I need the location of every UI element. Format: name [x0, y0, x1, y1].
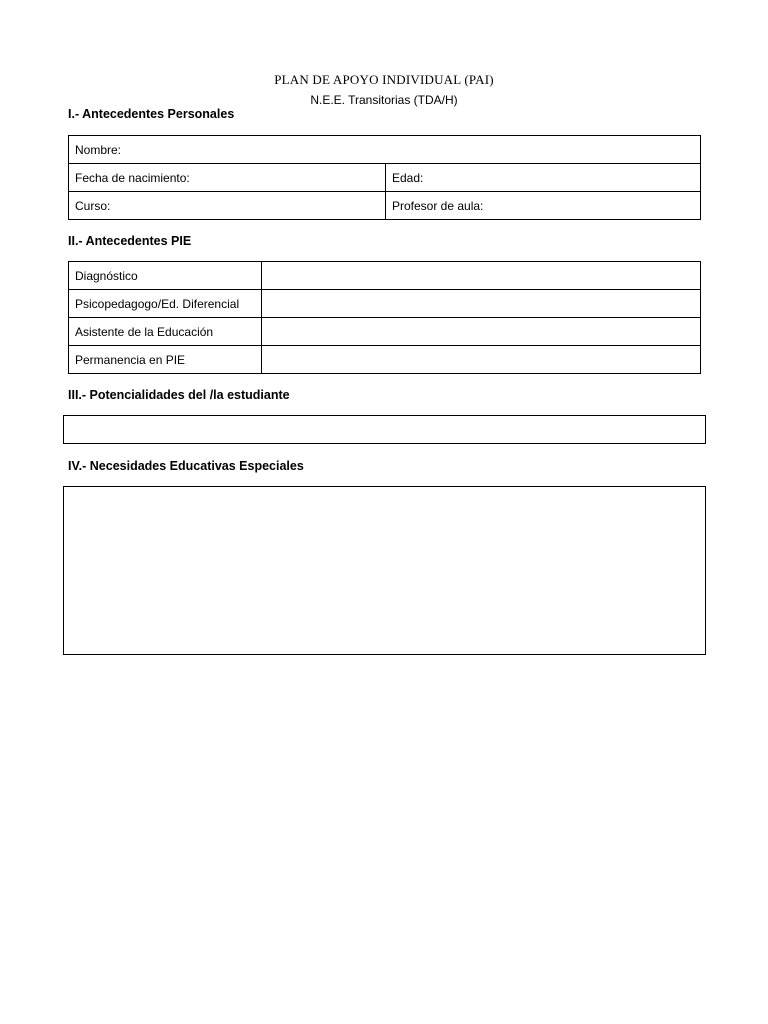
potencialidades-box[interactable] — [63, 415, 706, 444]
table-row — [69, 318, 701, 346]
fecha-nacimiento-field[interactable]: Fecha de nacimiento: — [69, 164, 386, 192]
document-title: PLAN DE APOYO INDIVIDUAL (PAI) — [274, 72, 494, 87]
pie-data-table — [68, 261, 701, 374]
nombre-field[interactable]: Nombre: — [69, 136, 701, 164]
table-row — [69, 192, 701, 220]
diagnostico-label: Diagnóstico — [69, 262, 262, 290]
profesor-field[interactable]: Profesor de aula: — [386, 192, 701, 220]
curso-field[interactable]: Curso: — [69, 192, 386, 220]
table-row — [69, 136, 701, 164]
permanencia-label: Permanencia en PIE — [69, 346, 262, 374]
section-2-heading: II.- Antecedentes PIE — [68, 234, 192, 248]
section-4-heading: IV.- Necesidades Educativas Especiales — [68, 459, 304, 473]
asistente-value[interactable] — [262, 318, 701, 346]
permanencia-value[interactable] — [262, 346, 701, 374]
section-1-heading: I.- Antecedentes Personales — [68, 107, 235, 121]
document-subtitle: N.E.E. Transitorias (TDA/H) — [310, 93, 458, 107]
table-row — [69, 262, 701, 290]
psicopedagogo-label: Psicopedagogo/Ed. Diferencial — [69, 290, 262, 318]
necesidades-box[interactable] — [63, 486, 706, 655]
psicopedagogo-value[interactable] — [262, 290, 701, 318]
table-row — [69, 164, 701, 192]
section-3-heading: III.- Potencialidades del /la estudiante — [68, 388, 290, 402]
table-row — [69, 290, 701, 318]
table-row — [69, 346, 701, 374]
edad-field[interactable]: Edad: — [386, 164, 701, 192]
personal-data-table — [68, 135, 701, 220]
asistente-label: Asistente de la Educación — [69, 318, 262, 346]
diagnostico-value[interactable] — [262, 262, 701, 290]
